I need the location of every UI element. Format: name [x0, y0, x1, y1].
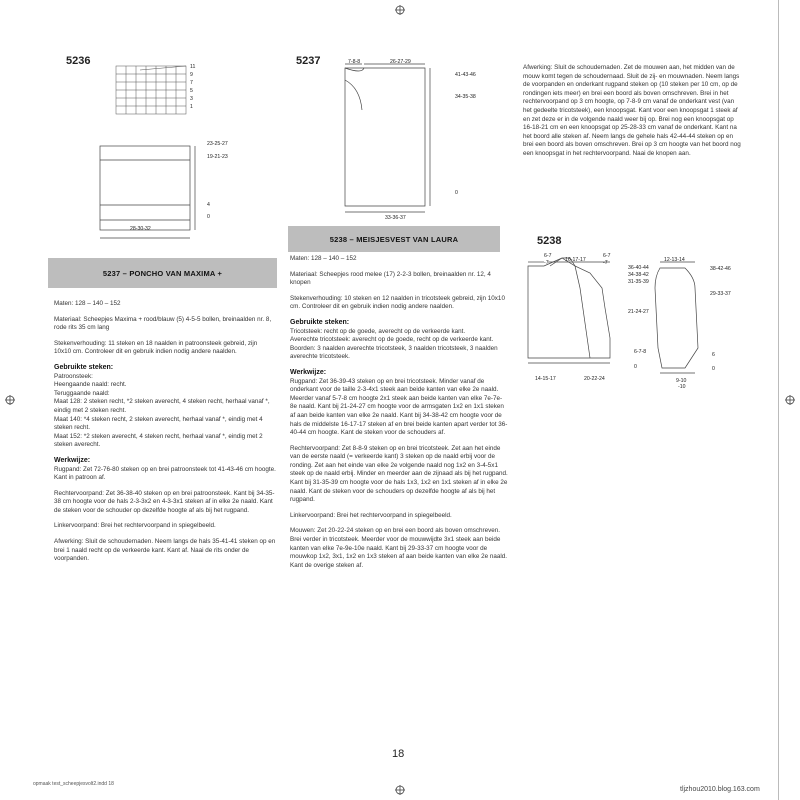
vest-materiaal: Materiaal: Scheepjes rood melee (17) 2-2-3 bollen, breinaalden nr. 12, 4 knopen [290, 270, 491, 287]
poncho-dim-4: 4 [207, 202, 210, 208]
poncho-werkwijze-para: Rechtervoorpand: Zet 36-38-40 steken op en brei patroonsteek. Kant bij 34-35-38 cm hoogte voor de hals 2-3-3x2 en 4-3-3x1 steken af in elke 2e naald. Kant de steken voor de schouder op dezelfde hoogte af als bij het rugpand. [54, 489, 275, 514]
vest-front-dim-21-24-27: 21-24-27 [628, 309, 649, 315]
poncho-materiaal: Materiaal: Scheepjes Maxima + rood/blauw (5) 4-5-5 bollen, breinaalden nr. 8, rode rits 35 cm lang [54, 315, 272, 332]
poncho-gebruikte-line: Maat 152: *2 steken averecht, 4 steken recht, herhaal vanaf *, eindig met 2 steken averecht. [54, 432, 263, 449]
watermark: tljzhou2010.blog.163.com [680, 786, 760, 793]
vest-werkwijze-para: Rechtervoorpand: Zet 8-8-9 steken op en brei tricotsteek. Zet aan het einde van de eerste naald (= verkeerde kant) 3 steken op de naald erbij voor de ronding. Zet aan het einde van elke 2e volgende naald nog 1x2 en 3-4-5x1 steek op de naald erbij. Minder en meerder aan de zijnaad als bij het rugpand. Kant bij 31-35-39 cm hoogte voor de hals 1x3, 1x2 en 1x1 steken af in elke 2e naald. Kant de steken voor de schouders op dezelfde hoogte af als bij het rugpand. [290, 444, 508, 504]
page-edge-rule [778, 0, 779, 800]
vest-sleeve-bottom-10: -10 [678, 384, 686, 390]
vest-front-dim-36-40-44: 36-40-44 [628, 265, 649, 271]
poncho-dim-0: 0 [207, 214, 210, 220]
vest-front-dim-34-38-42: 34-38-42 [628, 272, 649, 278]
vest-werkwijze-heading: Werkwijze: [290, 368, 327, 376]
vest-front-dim-31-35-39: 31-35-39 [628, 279, 649, 285]
poncho-afwerking: Afwerking: Sluit de schoudernaden. Neem langs de hals 35-41-41 steken op en brei 1 naald recht op de verkeerde kant. Kant af. Naai de rits onder de voorpanden. [54, 538, 276, 563]
poncho-dim-bottom: 28-30-32 [130, 226, 151, 232]
vest-front-dim-0: 0 [634, 364, 637, 370]
vest-maten: Maten: 128 – 140 – 152 [290, 255, 357, 262]
vest-gebruikte-heading: Gebruikte steken: [290, 318, 350, 326]
vest-front-top-6-7: 6-7 [544, 253, 552, 259]
vest-front-top-7b: -7 [603, 260, 608, 266]
vest-back-dim-7-8-8: 7-8-8 [348, 59, 361, 65]
vest-sleeve-bottom-9-10: 9-10 [676, 378, 687, 384]
chart-row-5: 5 [190, 88, 193, 94]
registration-mark-right [785, 395, 795, 405]
banner-vest: 5238 – MEISJESVEST VAN LAURA [288, 226, 500, 252]
chart-row-3: 3 [190, 96, 193, 102]
poncho-stekenverhouding: Stekenverhouding: 11 steken en 18 naalden in patroonsteek gebreid, zijn 10x10 cm. Controleer dit en gebruik indien nodig andere naalden. [54, 339, 258, 356]
poncho-gebruikte-line: Teruggaande naald: [54, 389, 110, 397]
poncho-instructions [54, 300, 276, 571]
poncho-gebruikte-heading: Gebruikte steken: [54, 363, 114, 371]
poncho-werkwijze-heading: Werkwijze: [54, 456, 91, 464]
poncho-dim-19-21-23: 19-21-23 [207, 154, 228, 160]
poncho-dim-23-25-27: 23-25-27 [207, 141, 228, 147]
vest-back-dim-34-35-38: 34-35-38 [455, 94, 476, 100]
vest-front-top-6-7b: 6-7 [603, 253, 611, 259]
chart-row-11: 11 [190, 64, 196, 70]
pattern-number-5237: 5237 [296, 55, 321, 67]
poncho-gebruikte-line: Maat 140: *4 steken recht, 2 steken averecht, herhaal vanaf *, eindig met 4 steken recht. [54, 415, 263, 432]
vest-front-bottom-20-22-24: 20-22-24 [584, 376, 605, 382]
vest-sleeve-dim-6: 6 [712, 352, 715, 358]
pattern-number-5236: 5236 [66, 55, 91, 67]
chart-row-9: 9 [190, 72, 193, 78]
chart-row-7: 7 [190, 80, 193, 86]
vest-gebruikte-line: Averechte tricotsteek: averecht op de goede, recht op de verkeerde kant. [290, 336, 494, 344]
vest-gebruikte-line: Tricotsteek: recht op de goede, averecht op de verkeerde kant. [290, 327, 466, 335]
poncho-gebruikte-line: Heengaande naald: recht. [54, 381, 127, 389]
vest-sleeve-dim-38-42-46: 38-42-46 [710, 266, 731, 272]
vest-afwerking [523, 64, 741, 166]
vest-gebruikte-line: Boorden: 3 naalden averechte tricotsteek, 3 naalden tricotsteek, 3 naalden averechte tricotsteek. [290, 344, 498, 361]
vest-werkwijze-para: Rugpand: Zet 36-39-43 steken op en brei tricotsteek. Minder vanaf de onderkant voor de taille 2-3-4x1 steek aan beide kanten van elke 2e naald. Meerder vanaf 5-7-8 cm hoogte 2x1 steek aan beide kanten van elke 7e-7e-8e naald. Kant bij 21-24-27 cm hoogte voor de armsgaten 1x2 en 1x1 steken af aan beide kanten van elke 2e naald. Kant bij 34-38-42 cm hoogte voor de hals de middelste 16-17-17 steken af en brei beide kanten apart verder tot 36-40-44 cm hoogte. Kant de steken voor de schouders af. [290, 377, 508, 437]
pattern-number-5238: 5238 [537, 235, 562, 247]
stitch-chart-grid [116, 66, 186, 114]
vest-instructions [290, 255, 508, 577]
file-info: opmaak test_scheepjesvolt2.indd 18 [33, 781, 114, 787]
vest-werkwijze-para: Mouwen: Zet 20-22-24 steken op en brei een boord als boven omschreven. Brei verder in tricotsteek. Meerder voor de mouwwijdte 3x1 steek aan beide kanten van elke 7e-9e-10e naald. Kant bij 29-33-37 cm hoogte voor de mouwkop 1x2, 3x1, 1x2 en 1x3 steken af aan beide kanten van elke 2e naald. Kant de overige steken af. [290, 527, 508, 569]
registration-mark-bottom [395, 785, 405, 795]
diagram-5237 [340, 60, 460, 240]
poncho-gebruikte-line: Patroonsteek: [54, 372, 93, 380]
registration-mark-left [5, 395, 15, 405]
vest-afwerking-text: Afwerking: Sluit de schoudernaden. Zet de mouwen aan, het midden van de mouw komt tegen de schoudernaad. Sluit de zij- en mouwnaden. Neem langs de voorpanden en onderkant rugpand steken op (10 steken per 10 cm, op de rondingen iets meer) en brei een boord als boven omschreven. Brei in het rechtervoorpand op 3 cm hoogte, op 7-8-9 cm vanaf de onderkant vest (van het gedeelte tricotsteek), een knoopsgat. Kant voor een knoopsgat 1 steek af en zet deze er in de volgende naald weer bij op. Brei nog een knoopsgat op 16-18-21 cm en een knoopsgat op 25-28-33 cm vanaf de onderkant. Kant na het boord alle steken af. Neem langs de gehele hals 42-44-44 steken op en brei een boord als boven omschreven. Brei op 3 cm hoogte van het boord nog een knoopsgat in het rechtervoorpand. Naai de knopen aan. [523, 64, 741, 157]
chart-row-1: 1 [190, 104, 193, 110]
page-number: 18 [392, 748, 405, 760]
banner-poncho: 5237 – PONCHO VAN MAXIMA + [48, 258, 277, 288]
vest-front-top-7: -7 [544, 260, 549, 266]
vest-sleeve-dim-0: 0 [712, 366, 715, 372]
poncho-maten: Maten: 128 – 140 – 152 [54, 300, 121, 307]
registration-mark-top [395, 5, 405, 15]
vest-front-bottom-14-15-17: 14-15-17 [535, 376, 556, 382]
poncho-gebruikte-line: Maat 128: 2 steken recht, *2 steken averecht, 4 steken recht, herhaal vanaf *, eindig met 2 steken recht. [54, 398, 270, 414]
vest-stekenverhouding: Stekenverhouding: 10 steken en 12 naalden in tricotsteek gebreid, zijn 10x10 cm. Controleer dit en gebruik indien nodig andere naalden. [290, 294, 505, 311]
poncho-werkwijze-para: Rugpand: Zet 72-76-80 steken op en brei patroonsteek tot 41-43-46 cm hoogte. Kant in patroon af. [54, 465, 276, 482]
vest-front-top-16-17-17: 16-17-17 [565, 257, 586, 263]
vest-front-dim-6-7-8: 6-7-8 [634, 349, 647, 355]
poncho-werkwijze-para: Linkervoorpand: Brei het rechtervoorpand in spiegelbeeld. [54, 522, 216, 530]
vest-back-dim-41-43-46: 41-43-46 [455, 72, 476, 78]
vest-back-dim-0: 0 [455, 190, 458, 196]
vest-back-dim-bottom: 33-36-37 [385, 215, 406, 221]
vest-back-dim-26-27-29: 26-27-29 [390, 59, 411, 65]
diagram-5236 [100, 60, 220, 240]
vest-werkwijze-para: Linkervoorpand: Brei het rechtervoorpand in spiegelbeeld. [290, 511, 452, 519]
vest-sleeve-top-12-13-14: 12-13-14 [664, 257, 685, 263]
poncho-schematic [100, 146, 195, 238]
vest-sleeve-dim-29-33-37: 29-33-37 [710, 291, 731, 297]
